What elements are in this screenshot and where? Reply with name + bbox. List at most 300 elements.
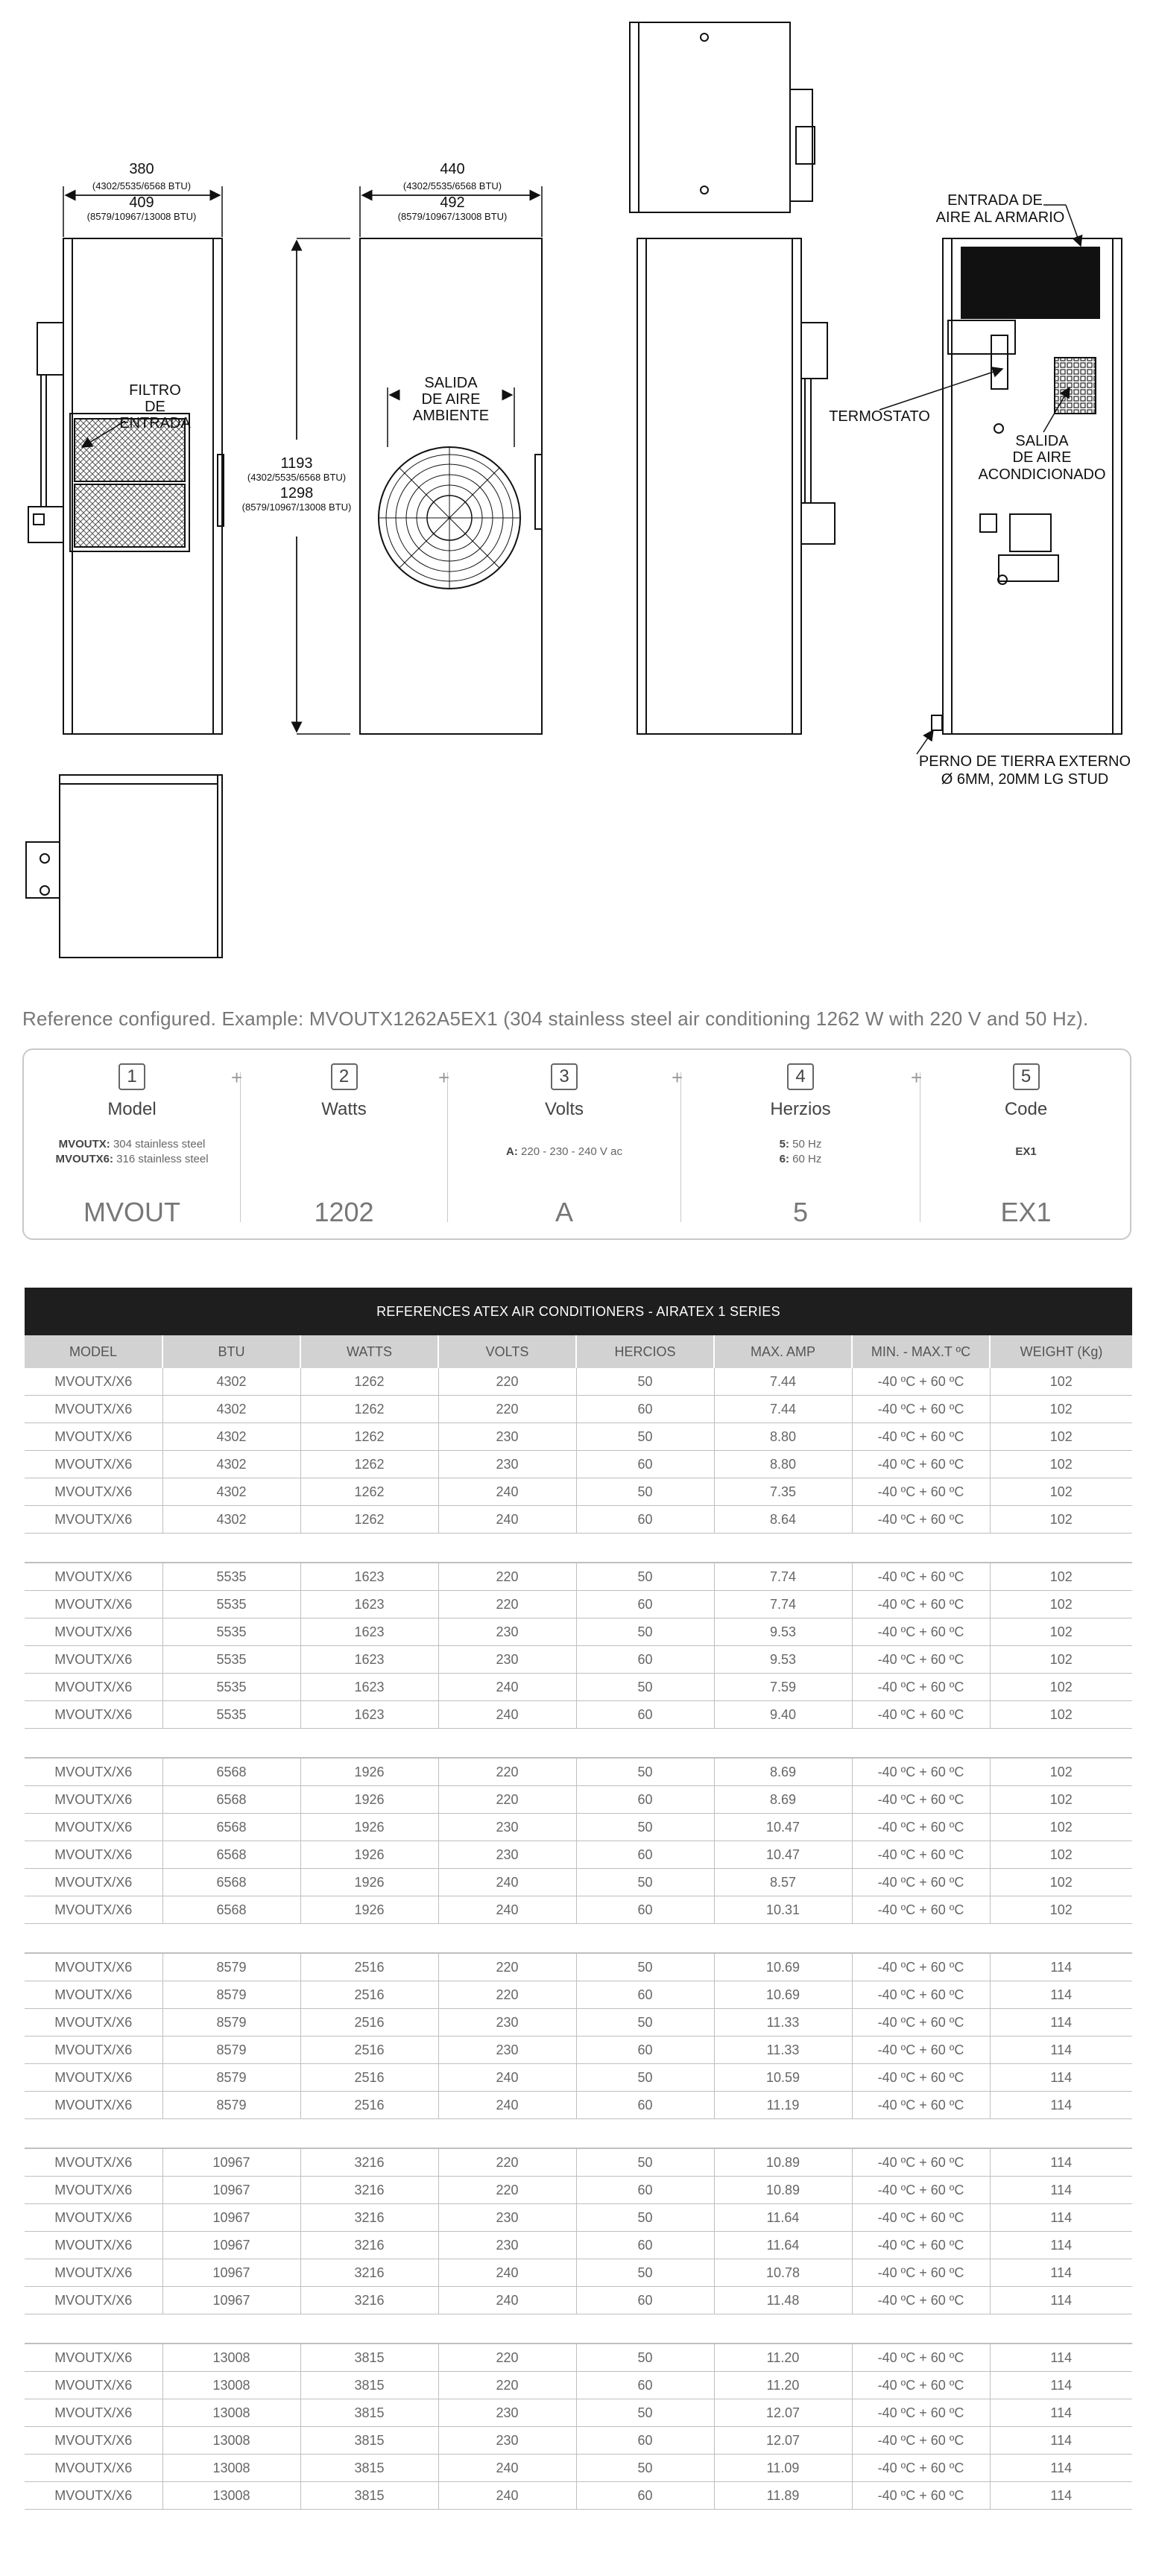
top-view <box>630 22 815 212</box>
table-cell: 114 <box>990 2427 1132 2455</box>
table-cell: 60 <box>576 1396 714 1423</box>
config-step-number: 1 <box>119 1063 145 1090</box>
table-cell: MVOUTX/X6 <box>25 1451 162 1478</box>
group-separator-cell <box>25 1729 1132 1759</box>
table-cell: 60 <box>576 2037 714 2064</box>
config-col-watts <box>241 1050 450 1238</box>
table-cell: 4302 <box>162 1506 300 1534</box>
table-cell: MVOUTX/X6 <box>25 1981 162 2009</box>
table-row <box>25 2009 1132 2037</box>
dim-409: 409 <box>129 194 154 211</box>
table-row <box>25 1368 1132 1396</box>
table-cell: 3216 <box>300 2204 438 2232</box>
table-cell: 1926 <box>300 1841 438 1869</box>
table-row <box>25 1396 1132 1423</box>
table-cell: MVOUTX/X6 <box>25 1646 162 1674</box>
group-separator <box>25 1729 1132 1759</box>
table-cell: 114 <box>990 1953 1132 1981</box>
table-cell: 1926 <box>300 1814 438 1841</box>
table-cell: 102 <box>990 1701 1132 1729</box>
table-cell: -40 ºC + 60 ºC <box>852 1869 990 1896</box>
label-filtro-2: DE <box>145 399 165 415</box>
group-separator-cell <box>25 1534 1132 1563</box>
table-row <box>25 2232 1132 2259</box>
table-cell: 4302 <box>162 1451 300 1478</box>
table-row <box>25 1506 1132 1534</box>
table-row <box>25 2372 1132 2399</box>
table-cell: 7.59 <box>714 1674 852 1701</box>
table-cell: MVOUTX/X6 <box>25 1953 162 1981</box>
table-cell: MVOUTX/X6 <box>25 1869 162 1896</box>
table-cell: 240 <box>438 1506 576 1534</box>
table-cell: 3815 <box>300 2344 438 2372</box>
table-cell: 50 <box>576 2344 714 2372</box>
column-header: HERCIOS <box>576 1335 714 1368</box>
config-value: A <box>555 1197 573 1227</box>
dim-1193: 1193 <box>280 455 313 472</box>
table-cell: 2516 <box>300 2092 438 2119</box>
bottom-view <box>26 775 222 958</box>
table-cell: 2516 <box>300 2064 438 2092</box>
table-cell: MVOUTX/X6 <box>25 1758 162 1786</box>
table-cell: MVOUTX/X6 <box>25 2148 162 2177</box>
table-row <box>25 1814 1132 1841</box>
table-cell: 8579 <box>162 1981 300 2009</box>
table-cell: MVOUTX/X6 <box>25 1423 162 1451</box>
config-title: Watts <box>321 1099 367 1119</box>
reference-configurator <box>22 1048 1131 1240</box>
dim-380: 380 <box>129 161 154 177</box>
table-cell: 3216 <box>300 2287 438 2314</box>
table-cell: MVOUTX/X6 <box>25 2344 162 2372</box>
table-cell: 7.44 <box>714 1368 852 1396</box>
table-header-row <box>25 1335 1132 1368</box>
table-cell: 3216 <box>300 2232 438 2259</box>
table-row <box>25 1591 1132 1618</box>
table-cell: MVOUTX/X6 <box>25 2399 162 2427</box>
table-row <box>25 1869 1132 1896</box>
table-cell: 1926 <box>300 1786 438 1814</box>
group-separator <box>25 2119 1132 2149</box>
table-cell: 114 <box>990 2148 1132 2177</box>
table-cell: 5535 <box>162 1591 300 1618</box>
config-desc-line: 5: 50 Hz <box>779 1138 822 1151</box>
table-cell: 4302 <box>162 1396 300 1423</box>
table-cell: MVOUTX/X6 <box>25 1841 162 1869</box>
table-cell: 10.69 <box>714 1981 852 2009</box>
table-cell: 240 <box>438 1674 576 1701</box>
table-cell: 240 <box>438 1478 576 1506</box>
table-cell: 8.69 <box>714 1786 852 1814</box>
table-cell: 10.47 <box>714 1814 852 1841</box>
table-cell: 2516 <box>300 1953 438 1981</box>
table-cell: 8579 <box>162 2064 300 2092</box>
table-cell: 3815 <box>300 2372 438 2399</box>
table-cell: MVOUTX/X6 <box>25 1896 162 1924</box>
table-cell: 6568 <box>162 1814 300 1841</box>
table-cell: MVOUTX/X6 <box>25 2427 162 2455</box>
config-desc-line: A: 220 - 230 - 240 V ac <box>506 1145 622 1158</box>
table-cell: 3216 <box>300 2259 438 2287</box>
dim-440: 440 <box>440 161 465 177</box>
group-separator-cell <box>25 2119 1132 2149</box>
table-cell: 1623 <box>300 1674 438 1701</box>
config-value: EX1 <box>1000 1197 1052 1227</box>
table-cell: MVOUTX/X6 <box>25 1591 162 1618</box>
table-row <box>25 1451 1132 1478</box>
table-cell: MVOUTX/X6 <box>25 2037 162 2064</box>
label-filtro-1: FILTRO <box>129 382 181 399</box>
table-cell: 102 <box>990 1896 1132 1924</box>
table-cell: 102 <box>990 1368 1132 1396</box>
table-cell: 50 <box>576 1368 714 1396</box>
table-cell: MVOUTX/X6 <box>25 1563 162 1591</box>
table-cell: MVOUTX/X6 <box>25 1478 162 1506</box>
table-cell: 230 <box>438 2427 576 2455</box>
table-cell: 102 <box>990 1674 1132 1701</box>
table-cell: 1623 <box>300 1701 438 1729</box>
table-cell: 220 <box>438 1953 576 1981</box>
column-header: VOLTS <box>438 1335 576 1368</box>
table-cell: 3815 <box>300 2427 438 2455</box>
table-cell: -40 ºC + 60 ºC <box>852 2232 990 2259</box>
group-separator-cell <box>25 2314 1132 2344</box>
side-view-right <box>637 238 835 734</box>
config-plus: + <box>231 1066 243 1089</box>
table-cell: 10.31 <box>714 1896 852 1924</box>
table-row <box>25 1423 1132 1451</box>
table-cell: 7.74 <box>714 1591 852 1618</box>
table-cell: 60 <box>576 2177 714 2204</box>
table-cell: -40 ºC + 60 ºC <box>852 2399 990 2427</box>
table-cell: MVOUTX/X6 <box>25 2287 162 2314</box>
rear-view <box>932 238 1122 734</box>
table-cell: -40 ºC + 60 ºC <box>852 2372 990 2399</box>
table-cell: -40 ºC + 60 ºC <box>852 2455 990 2482</box>
table-cell: 5535 <box>162 1618 300 1646</box>
table-cell: 50 <box>576 1953 714 1981</box>
table-cell: 60 <box>576 1506 714 1534</box>
table-cell: 102 <box>990 1618 1132 1646</box>
table-cell: MVOUTX/X6 <box>25 1506 162 1534</box>
table-cell: 102 <box>990 1869 1132 1896</box>
table-cell: 13008 <box>162 2455 300 2482</box>
label-perno-2: Ø 6MM, 20MM LG STUD <box>941 771 1109 788</box>
table-row <box>25 2427 1132 2455</box>
dim-440-btu: (4302/5535/6568 BTU) <box>402 180 502 192</box>
table-cell: 114 <box>990 2482 1132 2510</box>
table-cell: 230 <box>438 1451 576 1478</box>
config-value: MVOUT <box>83 1197 180 1227</box>
table-cell: 5535 <box>162 1563 300 1591</box>
table-cell: 10.59 <box>714 2064 852 2092</box>
references-table <box>25 1288 1132 2510</box>
dim-492-btu: (8579/10967/13008 BTU) <box>397 211 508 222</box>
table-cell: MVOUTX/X6 <box>25 2232 162 2259</box>
table-cell: 8.57 <box>714 1869 852 1896</box>
table-row <box>25 1953 1132 1981</box>
table-cell: -40 ºC + 60 ºC <box>852 1953 990 1981</box>
table-row <box>25 2344 1132 2372</box>
group-separator <box>25 1924 1132 1954</box>
table-cell: 240 <box>438 2455 576 2482</box>
dim-380-btu: (4302/5535/6568 BTU) <box>92 180 192 192</box>
table-cell: 114 <box>990 2372 1132 2399</box>
table-cell: 102 <box>990 1646 1132 1674</box>
table-cell: MVOUTX/X6 <box>25 1396 162 1423</box>
table-cell: 230 <box>438 2009 576 2037</box>
table-cell: 11.89 <box>714 2482 852 2510</box>
label-salida-2: DE AIRE <box>421 391 481 408</box>
table-cell: 5535 <box>162 1646 300 1674</box>
table-cell: 50 <box>576 2399 714 2427</box>
table-cell: 230 <box>438 2204 576 2232</box>
column-header: BTU <box>162 1335 300 1368</box>
config-step-number: 3 <box>551 1063 578 1090</box>
table-cell: 3815 <box>300 2399 438 2427</box>
config-desc <box>24 1133 240 1171</box>
table-cell: 60 <box>576 1591 714 1618</box>
label-termostato: TERMOSTATO <box>829 408 930 425</box>
table-cell: 50 <box>576 1563 714 1591</box>
table-cell: 114 <box>990 2399 1132 2427</box>
table-cell: 7.44 <box>714 1396 852 1423</box>
table-cell: 11.19 <box>714 2092 852 2119</box>
reference-example: Reference configured. Example: MVOUTX1262A5EX1 (304 stainless steel air conditioning 1262 W with 220 V and 50 Hz). <box>22 1007 1089 1030</box>
table-cell: -40 ºC + 60 ºC <box>852 2148 990 2177</box>
table-cell: 9.40 <box>714 1701 852 1729</box>
table-cell: 240 <box>438 1869 576 1896</box>
table-cell: 102 <box>990 1423 1132 1451</box>
label-perno-1: PERNO DE TIERRA EXTERNO <box>918 753 1131 770</box>
table-cell: -40 ºC + 60 ºC <box>852 1478 990 1506</box>
config-col-herzios <box>681 1050 923 1238</box>
table-cell: 3216 <box>300 2177 438 2204</box>
table-title-row <box>25 1288 1132 1335</box>
table-row <box>25 2092 1132 2119</box>
label-salida-acond-1: SALIDA <box>1015 433 1069 449</box>
table-cell: 240 <box>438 2482 576 2510</box>
table-cell: 114 <box>990 2064 1132 2092</box>
table-cell: 11.48 <box>714 2287 852 2314</box>
table-cell: 9.53 <box>714 1646 852 1674</box>
table-cell: 60 <box>576 2287 714 2314</box>
table-cell: 3815 <box>300 2455 438 2482</box>
table-row <box>25 1758 1132 1786</box>
table-cell: 6568 <box>162 1841 300 1869</box>
table-cell: 13008 <box>162 2399 300 2427</box>
table-cell: -40 ºC + 60 ºC <box>852 1423 990 1451</box>
column-header: WATTS <box>300 1335 438 1368</box>
table-cell: 4302 <box>162 1423 300 1451</box>
table-row <box>25 1478 1132 1506</box>
table-cell: 230 <box>438 1423 576 1451</box>
table-cell: -40 ºC + 60 ºC <box>852 1646 990 1674</box>
table-cell: MVOUTX/X6 <box>25 1814 162 1841</box>
config-desc-line: 6: 60 Hz <box>779 1153 822 1165</box>
table-row <box>25 1786 1132 1814</box>
table-cell: 8579 <box>162 2037 300 2064</box>
table-cell: 114 <box>990 2204 1132 2232</box>
table-cell: 1262 <box>300 1506 438 1534</box>
table-cell: 220 <box>438 1981 576 2009</box>
table-cell: 11.20 <box>714 2344 852 2372</box>
dim-1193-btu: (4302/5535/6568 BTU) <box>247 472 347 483</box>
config-desc-line: MVOUTX6: 316 stainless steel <box>55 1153 209 1165</box>
table-row <box>25 2148 1132 2177</box>
table-cell: 114 <box>990 1981 1132 2009</box>
table-cell: 102 <box>990 1841 1132 1869</box>
table-cell: 50 <box>576 2204 714 2232</box>
table-cell: 60 <box>576 2232 714 2259</box>
config-value: 5 <box>792 1197 809 1227</box>
table-cell: 9.53 <box>714 1618 852 1646</box>
table-cell: 230 <box>438 1618 576 1646</box>
table-cell: 102 <box>990 1758 1132 1786</box>
config-col-model <box>24 1050 243 1238</box>
table-cell: 50 <box>576 2455 714 2482</box>
table-cell: 50 <box>576 2009 714 2037</box>
table-cell: 220 <box>438 1758 576 1786</box>
table-cell: 4302 <box>162 1478 300 1506</box>
column-header: MODEL <box>25 1335 162 1368</box>
table-cell: 2516 <box>300 2009 438 2037</box>
table-cell: 1262 <box>300 1423 438 1451</box>
table-cell: 13008 <box>162 2372 300 2399</box>
table-cell: 230 <box>438 2399 576 2427</box>
table-cell: 240 <box>438 1896 576 1924</box>
table-cell: 8.80 <box>714 1451 852 1478</box>
label-filtro-3: ENTRADA <box>119 415 191 431</box>
config-step-number: 2 <box>331 1063 358 1090</box>
table-cell: MVOUTX/X6 <box>25 2064 162 2092</box>
table-cell: 60 <box>576 2427 714 2455</box>
table-cell: 60 <box>576 1981 714 2009</box>
config-col-code <box>920 1050 1131 1238</box>
config-plus: + <box>672 1066 683 1089</box>
table-row <box>25 1841 1132 1869</box>
config-desc <box>681 1133 920 1171</box>
column-header: WEIGHT (Kg) <box>990 1335 1132 1368</box>
table-cell: 60 <box>576 1841 714 1869</box>
table-cell: 102 <box>990 1451 1132 1478</box>
dim-1298: 1298 <box>279 485 314 501</box>
config-plus: + <box>911 1066 923 1089</box>
table-cell: -40 ºC + 60 ºC <box>852 2177 990 2204</box>
table-cell: -40 ºC + 60 ºC <box>852 1814 990 1841</box>
table-cell: 102 <box>990 1506 1132 1534</box>
table-cell: 220 <box>438 2344 576 2372</box>
table-cell: 10.89 <box>714 2177 852 2204</box>
table-cell: 10.78 <box>714 2259 852 2287</box>
table-cell: 13008 <box>162 2427 300 2455</box>
table-cell: 230 <box>438 2037 576 2064</box>
table-cell: 240 <box>438 1701 576 1729</box>
front-view-fan <box>360 238 542 734</box>
table-cell: 60 <box>576 1701 714 1729</box>
table-cell: 1262 <box>300 1478 438 1506</box>
label-salida-acond-3: ACONDICIONADO <box>978 466 1106 483</box>
table-cell: 114 <box>990 2455 1132 2482</box>
table-cell: 5535 <box>162 1674 300 1701</box>
table-cell: 102 <box>990 1396 1132 1423</box>
table-cell: 50 <box>576 1423 714 1451</box>
table-cell: 10967 <box>162 2259 300 2287</box>
table-cell: 220 <box>438 1396 576 1423</box>
table-cell: 114 <box>990 2232 1132 2259</box>
table-cell: MVOUTX/X6 <box>25 2204 162 2232</box>
table-cell: -40 ºC + 60 ºC <box>852 1591 990 1618</box>
table-row <box>25 1674 1132 1701</box>
table-cell: 4302 <box>162 1368 300 1396</box>
table-cell: -40 ºC + 60 ºC <box>852 2259 990 2287</box>
label-salida-1: SALIDA <box>424 375 478 391</box>
table-cell: 60 <box>576 2372 714 2399</box>
table-cell: -40 ºC + 60 ºC <box>852 1786 990 1814</box>
table-row <box>25 1646 1132 1674</box>
table-cell: 1623 <box>300 1563 438 1591</box>
table-cell: 10967 <box>162 2287 300 2314</box>
table-cell: 220 <box>438 1368 576 1396</box>
table-cell: 240 <box>438 2064 576 2092</box>
column-header: MAX. AMP <box>714 1335 852 1368</box>
config-desc-line: MVOUTX: 304 stainless steel <box>58 1138 206 1151</box>
table-cell: 7.74 <box>714 1563 852 1591</box>
table-cell: 114 <box>990 2259 1132 2287</box>
dim-1298-btu: (8579/10967/13008 BTU) <box>241 501 352 513</box>
table-cell: 6568 <box>162 1896 300 1924</box>
table-cell: 1926 <box>300 1758 438 1786</box>
table-cell: 102 <box>990 1814 1132 1841</box>
table-cell: 240 <box>438 2287 576 2314</box>
column-header: MIN. - MAX.T ºC <box>852 1335 990 1368</box>
table-row <box>25 1896 1132 1924</box>
table-cell: 3815 <box>300 2482 438 2510</box>
label-entrada-2: AIRE AL ARMARIO <box>935 209 1065 226</box>
table-cell: 114 <box>990 2037 1132 2064</box>
table-cell: 240 <box>438 2259 576 2287</box>
table-row <box>25 2455 1132 2482</box>
table-cell: -40 ºC + 60 ºC <box>852 2092 990 2119</box>
table-row <box>25 1701 1132 1729</box>
table-cell: MVOUTX/X6 <box>25 2009 162 2037</box>
label-salida-acond-2: DE AIRE <box>1012 449 1072 466</box>
table-cell: 114 <box>990 2009 1132 2037</box>
table-cell: -40 ºC + 60 ºC <box>852 2344 990 2372</box>
table-cell: 220 <box>438 2148 576 2177</box>
table-cell: 10967 <box>162 2204 300 2232</box>
table-title: REFERENCES ATEX AIR CONDITIONERS - AIRATEX 1 SERIES <box>25 1288 1132 1335</box>
table-cell: MVOUTX/X6 <box>25 2092 162 2119</box>
table-cell: 230 <box>438 1646 576 1674</box>
table-cell: 10.89 <box>714 2148 852 2177</box>
table-cell: MVOUTX/X6 <box>25 1786 162 1814</box>
table-cell: -40 ºC + 60 ºC <box>852 1758 990 1786</box>
table-cell: -40 ºC + 60 ºC <box>852 1506 990 1534</box>
table-cell: 10.69 <box>714 1953 852 1981</box>
table-cell: MVOUTX/X6 <box>25 2455 162 2482</box>
label-salida-3: AMBIENTE <box>412 408 490 424</box>
table-cell: 1262 <box>300 1396 438 1423</box>
table-cell: 1926 <box>300 1896 438 1924</box>
table-cell: 50 <box>576 2064 714 2092</box>
table-cell: 3216 <box>300 2148 438 2177</box>
table-cell: 220 <box>438 1786 576 1814</box>
table-cell: 1623 <box>300 1618 438 1646</box>
table-cell: 60 <box>576 1646 714 1674</box>
table-cell: 60 <box>576 2092 714 2119</box>
table-cell: 114 <box>990 2092 1132 2119</box>
